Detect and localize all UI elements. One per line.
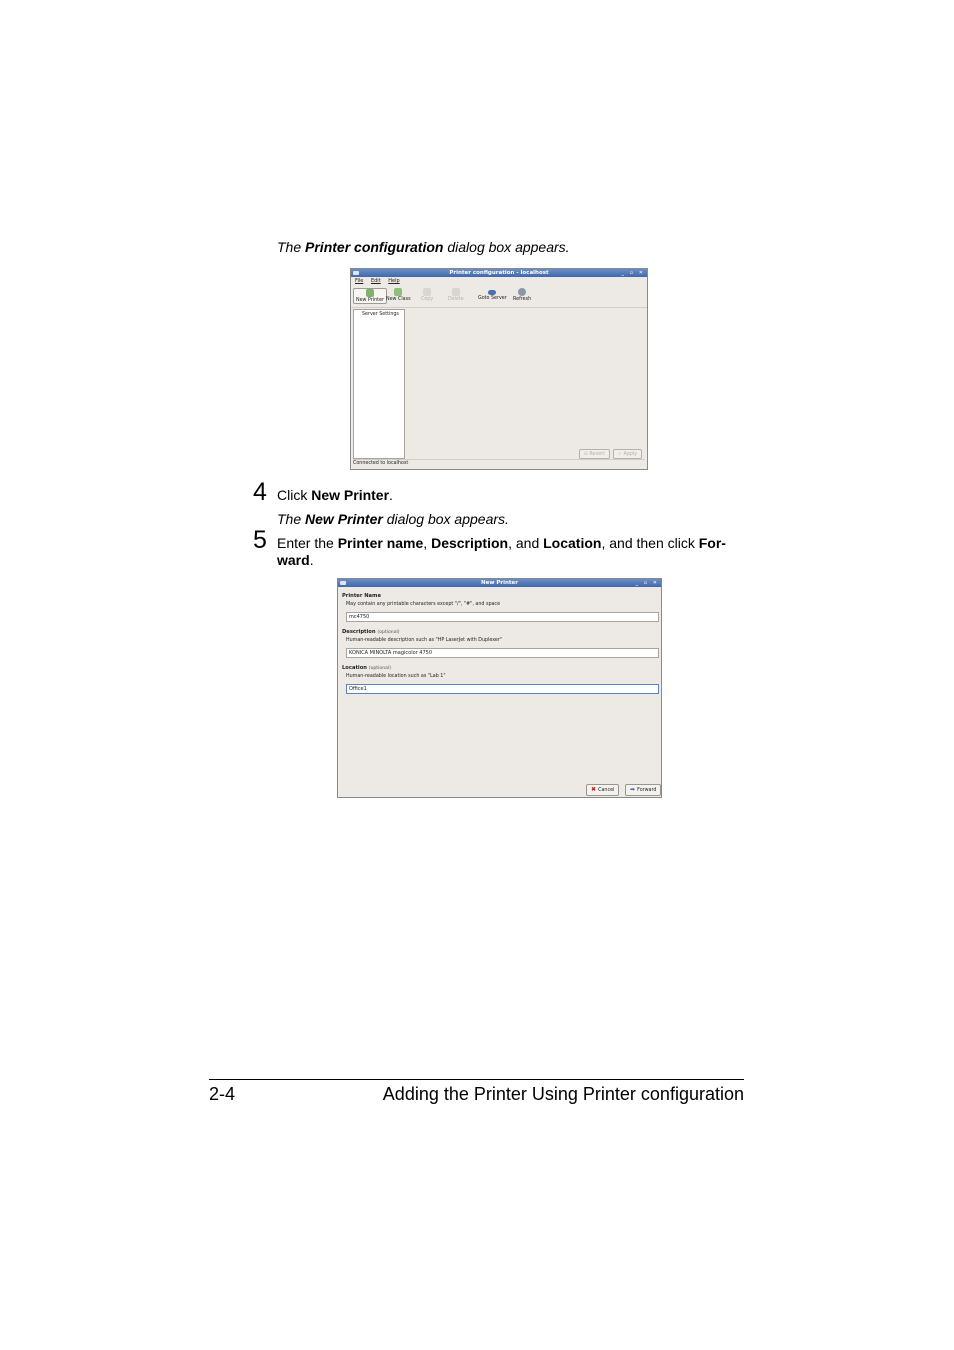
step-5-text: Enter the Printer name, Description, and Location, and then click For- ward. [277, 535, 726, 568]
location-label: Location (optional) [342, 665, 391, 671]
apply-check-icon: ✓ [618, 452, 624, 457]
location-field[interactable] [346, 684, 659, 694]
status-bar: Connected to localhost [353, 459, 645, 468]
goto-server-icon [488, 290, 496, 295]
page-number: 2-4 [209, 1084, 236, 1104]
location-hint: Human-readable location such as "Lab 1" [346, 674, 446, 679]
description-label: Description (optional) [342, 629, 400, 635]
caption-printer-configuration: The Printer configuration dialog box appears. [277, 239, 570, 255]
delete-button[interactable]: Delete [448, 288, 464, 302]
caption-new-printer: The New Printer dialog box appears. [277, 511, 509, 527]
new-class-button[interactable]: New Class [386, 288, 411, 302]
copy-button[interactable]: Copy [421, 288, 433, 302]
refresh-button[interactable]: Refresh [513, 288, 531, 302]
printer-name-label: Printer Name [342, 593, 381, 599]
revert-button[interactable]: ⎌ Revert [579, 449, 610, 459]
new-printer-icon [366, 289, 374, 297]
cancel-button[interactable]: ✖ Cancel [586, 784, 619, 796]
forward-arrow-icon: ➡ [630, 786, 638, 793]
window-titlebar [338, 579, 661, 587]
server-settings-item[interactable]: Server Settings [362, 312, 399, 317]
window-menu-icon[interactable] [353, 271, 359, 275]
window-title: New Printer [481, 580, 518, 586]
server-list-panel [353, 309, 405, 459]
menu-edit[interactable]: Edit [370, 278, 381, 284]
goto-server-button[interactable]: Goto Server [478, 288, 507, 301]
copy-icon [423, 288, 431, 296]
menu-bar [351, 277, 647, 286]
footer-section-title: Adding the Printer Using Printer configuration [382, 1084, 744, 1104]
toolbar [351, 287, 647, 308]
window-menu-icon[interactable] [340, 581, 346, 585]
new-class-icon [394, 288, 402, 296]
printer-name-field[interactable] [346, 612, 659, 622]
description-field[interactable] [346, 648, 659, 658]
refresh-icon [518, 288, 526, 296]
menu-help[interactable]: Help [388, 278, 400, 284]
step-number-4: 4 [253, 478, 267, 506]
revert-icon: ⎌ [584, 452, 590, 457]
printer-name-hint: May contain any printable characters except "/", "#", and space [346, 602, 501, 607]
printer-configuration-window [350, 268, 648, 470]
forward-button[interactable]: ➡ Forward [625, 784, 661, 796]
window-controls[interactable]: _ ▫ ✕ [621, 270, 645, 276]
cancel-icon: ✖ [591, 786, 599, 793]
new-printer-window [337, 578, 662, 798]
window-titlebar [351, 269, 647, 277]
delete-icon [452, 288, 460, 296]
step-number-5: 5 [253, 526, 267, 554]
step-4-text: Click New Printer. [277, 487, 393, 503]
window-controls[interactable]: _ ▫ ✕ [635, 580, 659, 586]
footer-divider [209, 1079, 744, 1080]
menu-file[interactable]: File [355, 278, 364, 284]
new-printer-button[interactable]: New Printer [353, 288, 387, 304]
apply-button[interactable]: ✓ Apply [613, 449, 642, 459]
window-title: Printer configuration - localhost [449, 270, 549, 276]
description-hint: Human-readable description such as "HP LaserJet with Duplexer" [346, 638, 503, 643]
